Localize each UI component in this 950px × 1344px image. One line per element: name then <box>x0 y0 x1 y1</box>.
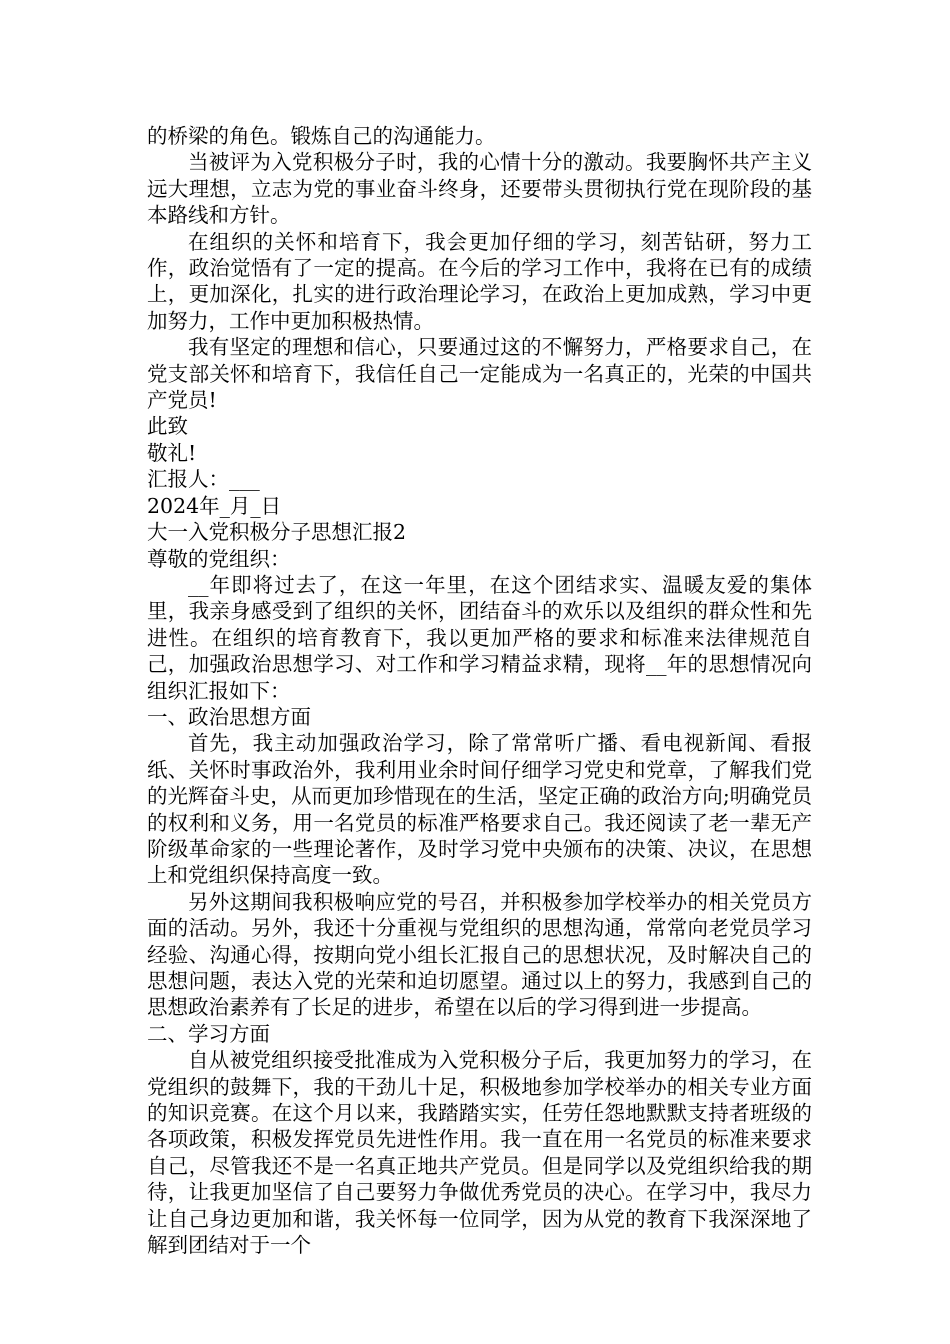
report-2-heading: 大一入党积极分子思想汇报2 <box>147 520 407 545</box>
closing-salutation: 此致 <box>147 414 188 439</box>
paragraph-ideals: 我有坚定的理想和信心，只要通过这的不懈努力，严格要求自己，在党支部关怀和培育下，我信任自己一定能成为一名真正的，光荣的中国共产党员! <box>147 335 812 413</box>
paragraph-study-progress: 在组织的关怀和培育下，我会更加仔细的学习，刻苦钻研，努力工作，政治觉悟有了一定的提高。在今后的学习工作中，我将在已有的成绩上，更加深化，扎实的进行政治理论学习，在政治上更加成熟，学习中更加努力，工作中更加积极热情。 <box>147 229 812 333</box>
paragraph-year-summary: __年即将过去了，在这一年里，在这个团结求实、温暖友爱的集体里，我亲身感受到了组织的关怀，团结奋斗的欢乐以及组织的群众性和先进性。在组织的培育教育下，我以更加严格的要求和标准来法律规范自己，加强政治思想学习、对工作和学习精益求精，现将__年的思想情况向组织汇报如下： <box>147 572 812 703</box>
reporter-line: 汇报人：___ <box>147 467 260 492</box>
date-line: 2024年_月_日 <box>147 493 282 518</box>
paragraph-political-study: 首先，我主动加强政治学习，除了常常听广播、看电视新闻、看报纸、关怀时事政治外，我利用业余时间仔细学习党史和党章，了解我们党的光辉奋斗史，从而更加珍惜现在的生活，坚定正确的政治方向;明确党员的权利和义务，用一名党员的标准严格要求自己。我还阅读了老一辈无产阶级革命家的一些理论著作，及时学习党中央颁布的决策、决议，在思想上和党组织保持高度一致。 <box>147 731 812 888</box>
section-heading-study: 二、学习方面 <box>147 1021 270 1046</box>
closing-regards: 敬礼! <box>147 440 197 465</box>
document-page <box>147 123 812 1258</box>
greeting-line: 尊敬的党组织： <box>147 546 291 571</box>
paragraph-continuation: 的桥梁的角色。锻炼自己的沟通能力。 <box>147 124 496 148</box>
paragraph-activist-feelings: 当被评为入党积极分子时，我的心情十分的激动。我要胸怀共产主义远大理想，立志为党的事业奋斗终身，还要带头贯彻执行党在现阶段的基本路线和方针。 <box>147 150 812 228</box>
paragraph-party-activities: 另外这期间我积极响应党的号召，并积极参加学校举办的相关党员方面的活动。另外，我还十分重视与党组织的思想沟通，常常向老党员学习经验、沟通心得，按期向党小组长汇报自己的思想状况，及时解决自己的思想问题，表达入党的光荣和迫切愿望。通过以上的努力，我感到自己的思想政治素养有了长足的进步，希望在以后的学习得到进一步提高。 <box>147 889 812 1020</box>
section-heading-political: 一、政治思想方面 <box>147 704 311 729</box>
paragraph-study-aspect: 自从被党组织接受批准成为入党积极分子后，我更加努力的学习，在党组织的鼓舞下，我的干劲儿十足，积极地参加学校举办的相关专业方面的知识竞赛。在这个月以来，我踏踏实实，任劳任怨地默默支持者班级的各项政策，积极发挥党员先进性作用。我一直在用一名党员的标准来要求自己，尽管我还不是一名真正地共产党员。但是同学以及党组织给我的期待，让我更加坚信了自己要努力争做优秀党员的决心。在学习中，我尽力让自己身边更加和谐，我关怀每一位同学，因为从党的教育下我深深地了解到团结对于一个 <box>147 1048 812 1258</box>
